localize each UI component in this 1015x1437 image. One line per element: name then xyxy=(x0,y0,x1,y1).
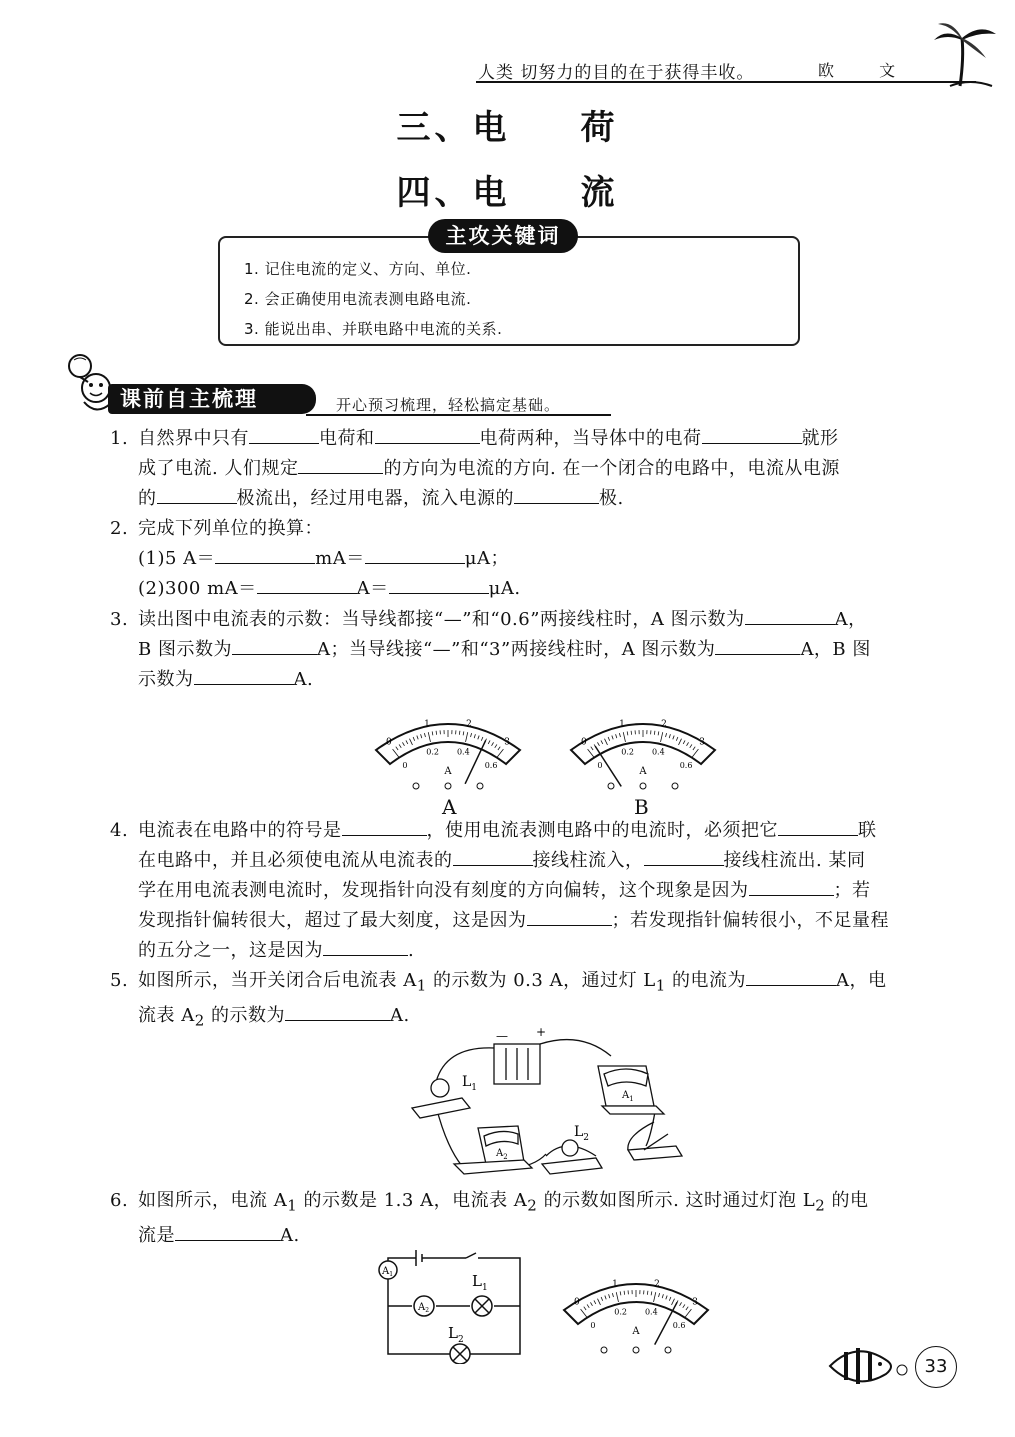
question-6 xyxy=(110,1186,950,1251)
label-L2: $L_2$ xyxy=(574,1124,590,1143)
q2-text: (2)300 mA＝ xyxy=(138,578,257,599)
q4-text: 电流表在电路中的符号是 xyxy=(138,820,342,841)
scale-label-top: 1 xyxy=(612,1279,618,1290)
header-rule xyxy=(476,81,976,83)
title-current-part1: 四、电 xyxy=(396,173,511,213)
answer-blank[interactable] xyxy=(298,455,383,474)
section-rule xyxy=(306,414,611,416)
title-charge xyxy=(0,100,1015,149)
scale-label-top: 3 xyxy=(504,737,510,748)
q1-text: 电荷两种，当导体中的电荷 xyxy=(479,428,702,449)
scale-label-top: 2 xyxy=(466,719,472,730)
title-current xyxy=(0,165,1015,214)
label-L1: $L_1$ xyxy=(462,1074,478,1093)
circuit-illustration xyxy=(406,1026,692,1186)
q3-text: A；当导线接“—”和“3”两接线柱时，A 图示数为 xyxy=(316,639,716,660)
title-charge-part1: 三、电 xyxy=(396,108,511,148)
header-quote: 人类 切努力的目的在于获得丰收。 xyxy=(478,63,755,83)
q5-text: A. xyxy=(390,1004,410,1026)
figure-label-a: A xyxy=(442,795,457,819)
q4-text: . xyxy=(408,940,415,961)
label-L1: $L_1$ xyxy=(472,1272,488,1293)
q6-text: A. xyxy=(280,1224,300,1246)
title-charge-part2: 荷 xyxy=(580,108,619,148)
meter-unit: A xyxy=(639,766,647,777)
question-1 xyxy=(110,424,950,514)
scale-label-top: 1 xyxy=(424,719,430,730)
question-number: 1. xyxy=(110,428,129,449)
page-number: 33 xyxy=(915,1346,957,1388)
label-A2: $A_2$ xyxy=(418,1302,430,1314)
label-L2: $L_2$ xyxy=(448,1324,464,1345)
answer-blank[interactable] xyxy=(365,545,465,564)
q6-text: 的示数如图所示. 这时通过灯泡 L xyxy=(537,1190,816,1211)
meter-unit: A xyxy=(632,1326,640,1337)
q5-text: 的示数为 xyxy=(204,1004,286,1026)
header-author: 欧 文 xyxy=(818,61,916,80)
keyword-item: 2. 会正确使用电流表测电路电流. xyxy=(244,290,472,308)
answer-blank[interactable] xyxy=(157,485,237,504)
ammeter-figure-q6 xyxy=(556,1262,716,1358)
battery-minus-label: — xyxy=(496,1029,508,1043)
answer-blank[interactable] xyxy=(715,636,800,655)
scale-label-bottom: 0.2 xyxy=(426,747,440,757)
q5-text: 的示数为 0.3 A，通过灯 L xyxy=(426,970,656,991)
subscript: 2 xyxy=(815,1196,826,1215)
answer-blank[interactable] xyxy=(514,485,599,504)
question-number: 2. xyxy=(110,518,129,539)
question-number: 6. xyxy=(110,1190,129,1211)
q1-text: 成了电流. 人们规定 xyxy=(138,458,299,479)
label-A1: $A_1$ xyxy=(382,1266,394,1278)
q3-text: A， xyxy=(834,609,867,630)
scale-label-bottom: 0.6 xyxy=(484,760,498,770)
subscript: 1 xyxy=(287,1196,298,1215)
keywords-tag: 主攻关键词 xyxy=(428,219,578,253)
answer-blank[interactable] xyxy=(746,967,836,986)
answer-blank[interactable] xyxy=(644,847,724,866)
question-5 xyxy=(110,966,950,1035)
scale-label-top: 1 xyxy=(619,719,625,730)
scale-label-bottom: 0.2 xyxy=(621,747,635,757)
answer-blank[interactable] xyxy=(749,877,834,896)
q4-text: ，使用电流表测电路中的电流时，必须把它 xyxy=(426,820,778,841)
q5-text: 流表 A xyxy=(138,1004,195,1026)
q5-text: 的电流为 xyxy=(665,970,747,991)
scale-label-bottom: 0 xyxy=(590,1320,596,1330)
q1-text: 自然界中只有 xyxy=(138,428,249,449)
label-A1: $A_1$ xyxy=(622,1090,634,1103)
question-number: 4. xyxy=(110,820,129,841)
scale-label-bottom: 0.6 xyxy=(672,1320,686,1330)
q6-text: 如图所示，电流 A xyxy=(138,1190,288,1211)
q4-text: 联 xyxy=(858,820,877,841)
fish-icon xyxy=(826,1340,916,1394)
q1-text: 就形 xyxy=(801,428,839,449)
q4-text: 接线柱流入， xyxy=(532,850,644,871)
answer-blank[interactable] xyxy=(453,847,533,866)
q3-text: B 图示数为 xyxy=(138,639,232,660)
question-2 xyxy=(110,514,950,604)
circuit-diagram xyxy=(372,1246,532,1364)
q6-text: 的示数是 1.3 A，电流表 A xyxy=(297,1190,528,1211)
answer-blank[interactable] xyxy=(175,1222,280,1241)
q6-text: 的电 xyxy=(825,1190,869,1211)
section-title: 课前自主梳理 xyxy=(108,384,316,414)
ammeter-figure-b xyxy=(563,702,723,792)
q1-text: 的 xyxy=(138,488,157,509)
scale-label-top: 2 xyxy=(654,1279,660,1290)
question-4 xyxy=(110,816,950,966)
scale-tick xyxy=(436,731,437,735)
answer-blank[interactable] xyxy=(702,425,802,444)
scale-label-bottom: 0.2 xyxy=(614,1307,628,1317)
answer-blank[interactable] xyxy=(323,937,408,956)
answer-blank[interactable] xyxy=(285,1002,390,1021)
scale-label-top: 0 xyxy=(581,737,587,748)
scale-label-bottom: 0 xyxy=(402,760,408,770)
subscript: 1 xyxy=(655,976,666,995)
question-3 xyxy=(110,605,950,695)
q3-text: A. xyxy=(293,669,314,690)
ammeter-figure-a xyxy=(368,702,528,792)
q4-text: 发现指针偏转很大，超过了最大刻度，这是因为 xyxy=(138,910,527,931)
q1-text: 电荷和 xyxy=(319,428,375,449)
scale-tick xyxy=(654,731,655,735)
scale-tick xyxy=(459,731,460,735)
answer-blank[interactable] xyxy=(375,425,480,444)
q2-text: μA. xyxy=(488,578,521,599)
scale-tick xyxy=(631,731,632,735)
q2-text: 完成下列单位的换算： xyxy=(138,518,323,539)
answer-blank[interactable] xyxy=(778,817,858,836)
scale-label-top: 0 xyxy=(574,1297,580,1308)
section-subtitle: 开心预习梳理，轻松搞定基础。 xyxy=(336,396,561,414)
question-number: 3. xyxy=(110,609,129,630)
q1-text: 极流出，经过用电器，流入电源的 xyxy=(236,488,514,509)
label-A2: $A_2$ xyxy=(496,1148,508,1161)
scale-label-bottom: 0.4 xyxy=(644,1307,658,1317)
answer-blank[interactable] xyxy=(527,907,612,926)
meter-unit: A xyxy=(444,766,452,777)
q6-text: 流是 xyxy=(138,1224,175,1246)
scale-tick xyxy=(647,1291,648,1295)
subscript: 2 xyxy=(194,1011,205,1030)
q2-text: (1)5 A＝ xyxy=(138,548,216,569)
q2-text: mA＝ xyxy=(315,548,365,569)
answer-blank[interactable] xyxy=(249,425,319,444)
keyword-item: 3. 能说出串、并联电路中电流的关系. xyxy=(244,320,503,338)
figure-label-b: B xyxy=(634,795,649,819)
q4-text: 的五分之一，这是因为 xyxy=(138,940,323,961)
q2-text: μA； xyxy=(464,548,509,569)
q1-text: 极. xyxy=(599,488,624,509)
scale-label-top: 3 xyxy=(699,737,705,748)
q2-text: A＝ xyxy=(356,578,389,599)
palm-tree-icon xyxy=(930,18,1000,88)
answer-blank[interactable] xyxy=(257,575,357,594)
q5-text: 如图所示，当开关闭合后电流表 A xyxy=(138,970,417,991)
q4-text: 接线柱流出. 某同 xyxy=(723,850,866,871)
scale-label-bottom: 0.4 xyxy=(651,747,665,757)
scale-label-top: 2 xyxy=(661,719,667,730)
q4-text: 学在用电流表测电流时，发现指针向没有刻度的方向偏转，这个现象是因为 xyxy=(138,880,749,901)
scale-label-bottom: 0 xyxy=(597,760,603,770)
subscript: 1 xyxy=(416,976,427,995)
scale-tick xyxy=(624,1291,625,1295)
battery-plus-label: + xyxy=(536,1026,547,1039)
answer-blank[interactable] xyxy=(342,817,427,836)
answer-blank[interactable] xyxy=(215,545,315,564)
scale-label-bottom: 0.4 xyxy=(456,747,470,757)
q4-text: ；若发现指针偏转很小，不足量程 xyxy=(611,910,889,931)
scale-label-top: 0 xyxy=(386,737,392,748)
q4-text: ；若 xyxy=(833,880,871,901)
question-number: 5. xyxy=(110,970,129,991)
answer-blank[interactable] xyxy=(389,575,489,594)
answer-blank[interactable] xyxy=(745,606,835,625)
q3-text: 读出图中电流表的示数：当导线都接“—”和“0.6”两接线柱时，A 图示数为 xyxy=(138,609,745,630)
keyword-item: 1. 记住电流的定义、方向、单位. xyxy=(244,260,472,278)
answer-blank[interactable] xyxy=(232,636,317,655)
q3-text: 示数为 xyxy=(138,669,194,690)
q3-text: A，B 图 xyxy=(800,639,871,660)
scale-label-bottom: 0.6 xyxy=(679,760,693,770)
title-current-part2: 流 xyxy=(580,173,619,213)
q4-text: 在电路中，并且必须使电流从电流表的 xyxy=(138,850,453,871)
q1-text: 的方向为电流的方向. 在一个闭合的电路中，电流从电源 xyxy=(383,458,840,479)
q5-text: A，电 xyxy=(836,970,887,991)
subscript: 2 xyxy=(527,1196,538,1215)
scale-label-top: 3 xyxy=(692,1297,698,1308)
answer-blank[interactable] xyxy=(194,666,294,685)
